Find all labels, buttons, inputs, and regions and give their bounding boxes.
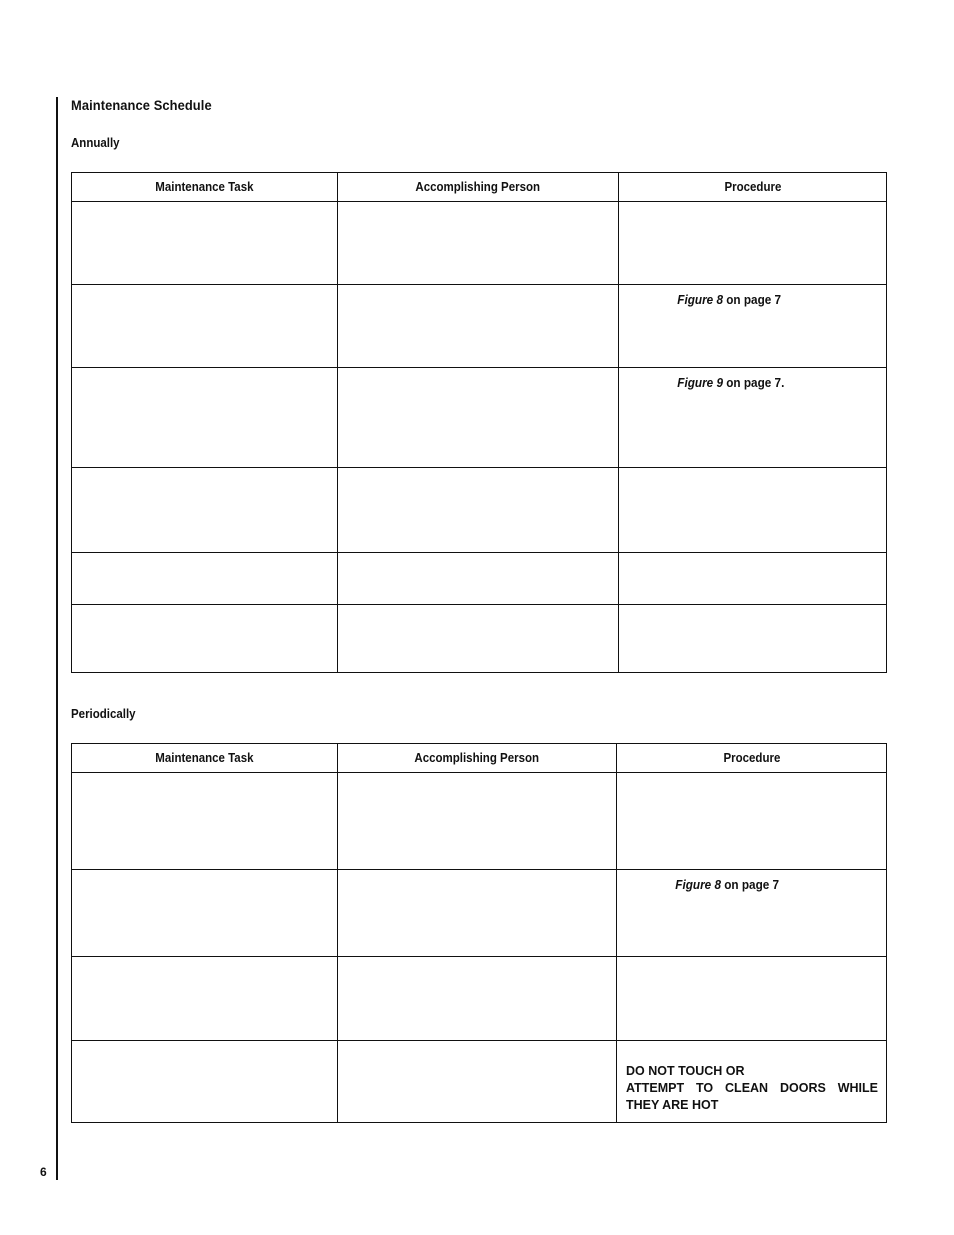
procedure-cell — [617, 957, 887, 1041]
procedure-cell — [619, 553, 887, 605]
task-cell — [72, 468, 338, 553]
table-row — [72, 368, 887, 468]
person-cell — [338, 870, 617, 957]
table-row — [72, 202, 887, 285]
header-maintenance-task: Maintenance Task — [72, 173, 338, 202]
table-row — [72, 1041, 887, 1123]
warning-line-1: DO NOT TOUCH OR — [626, 1064, 745, 1078]
task-cell — [72, 285, 338, 368]
figure-reference — [619, 368, 870, 390]
periodic-maintenance-table — [71, 743, 887, 1123]
procedure-cell — [617, 773, 887, 870]
annual-maintenance-table — [71, 172, 887, 673]
person-cell — [338, 553, 619, 605]
table-header-row — [72, 173, 887, 202]
margin-rule — [56, 97, 58, 1180]
procedure-cell — [619, 285, 887, 368]
figure-label: Figure 9 — [677, 376, 723, 390]
person-cell — [338, 285, 619, 368]
task-cell — [72, 1041, 338, 1123]
task-cell — [72, 553, 338, 605]
procedure-cell — [619, 468, 887, 553]
warning-line-2: ATTEMPT TO CLEAN DOORS WHILE THEY ARE HOT — [626, 1081, 878, 1112]
table-row — [72, 468, 887, 553]
procedure-cell — [617, 1041, 887, 1123]
procedure-cell — [617, 870, 887, 957]
table-row — [72, 773, 887, 870]
table-header-row — [72, 744, 887, 773]
person-cell — [338, 1041, 617, 1123]
task-cell — [72, 870, 338, 957]
task-cell — [72, 202, 338, 285]
header-maintenance-task: Maintenance Task — [72, 744, 338, 773]
header-accomplishing-person: Accomplishing Person — [338, 173, 619, 202]
procedure-cell — [619, 202, 887, 285]
header-procedure: Procedure — [619, 173, 887, 202]
table-row — [72, 870, 887, 957]
person-cell — [338, 368, 619, 468]
page-number: 6 — [40, 1165, 47, 1179]
person-cell — [338, 957, 617, 1041]
task-cell — [72, 368, 338, 468]
task-cell — [72, 773, 338, 870]
person-cell — [338, 468, 619, 553]
header-accomplishing-person: Accomplishing Person — [338, 744, 617, 773]
figure-label: Figure 8 — [675, 878, 721, 892]
page-reference: on page 7 — [722, 293, 782, 307]
table-row — [72, 605, 887, 673]
header-procedure: Procedure — [617, 744, 887, 773]
procedure-cell — [619, 605, 887, 673]
hot-door-warning — [617, 1041, 886, 1114]
section-label-periodically: Periodically — [71, 707, 136, 721]
procedure-cell — [619, 368, 887, 468]
task-cell — [72, 605, 338, 673]
page-reference: on page 7 — [720, 878, 780, 892]
task-cell — [72, 957, 338, 1041]
section-label-annually: Annually — [71, 136, 120, 150]
table-row — [72, 957, 887, 1041]
person-cell — [338, 773, 617, 870]
figure-label: Figure 8 — [677, 293, 723, 307]
table-row — [72, 285, 887, 368]
person-cell — [338, 202, 619, 285]
person-cell — [338, 605, 619, 673]
page-title: Maintenance Schedule — [71, 97, 212, 113]
table-row — [72, 553, 887, 605]
page-reference: on page 7. — [722, 376, 785, 390]
figure-reference — [619, 285, 870, 307]
figure-reference — [617, 870, 870, 892]
